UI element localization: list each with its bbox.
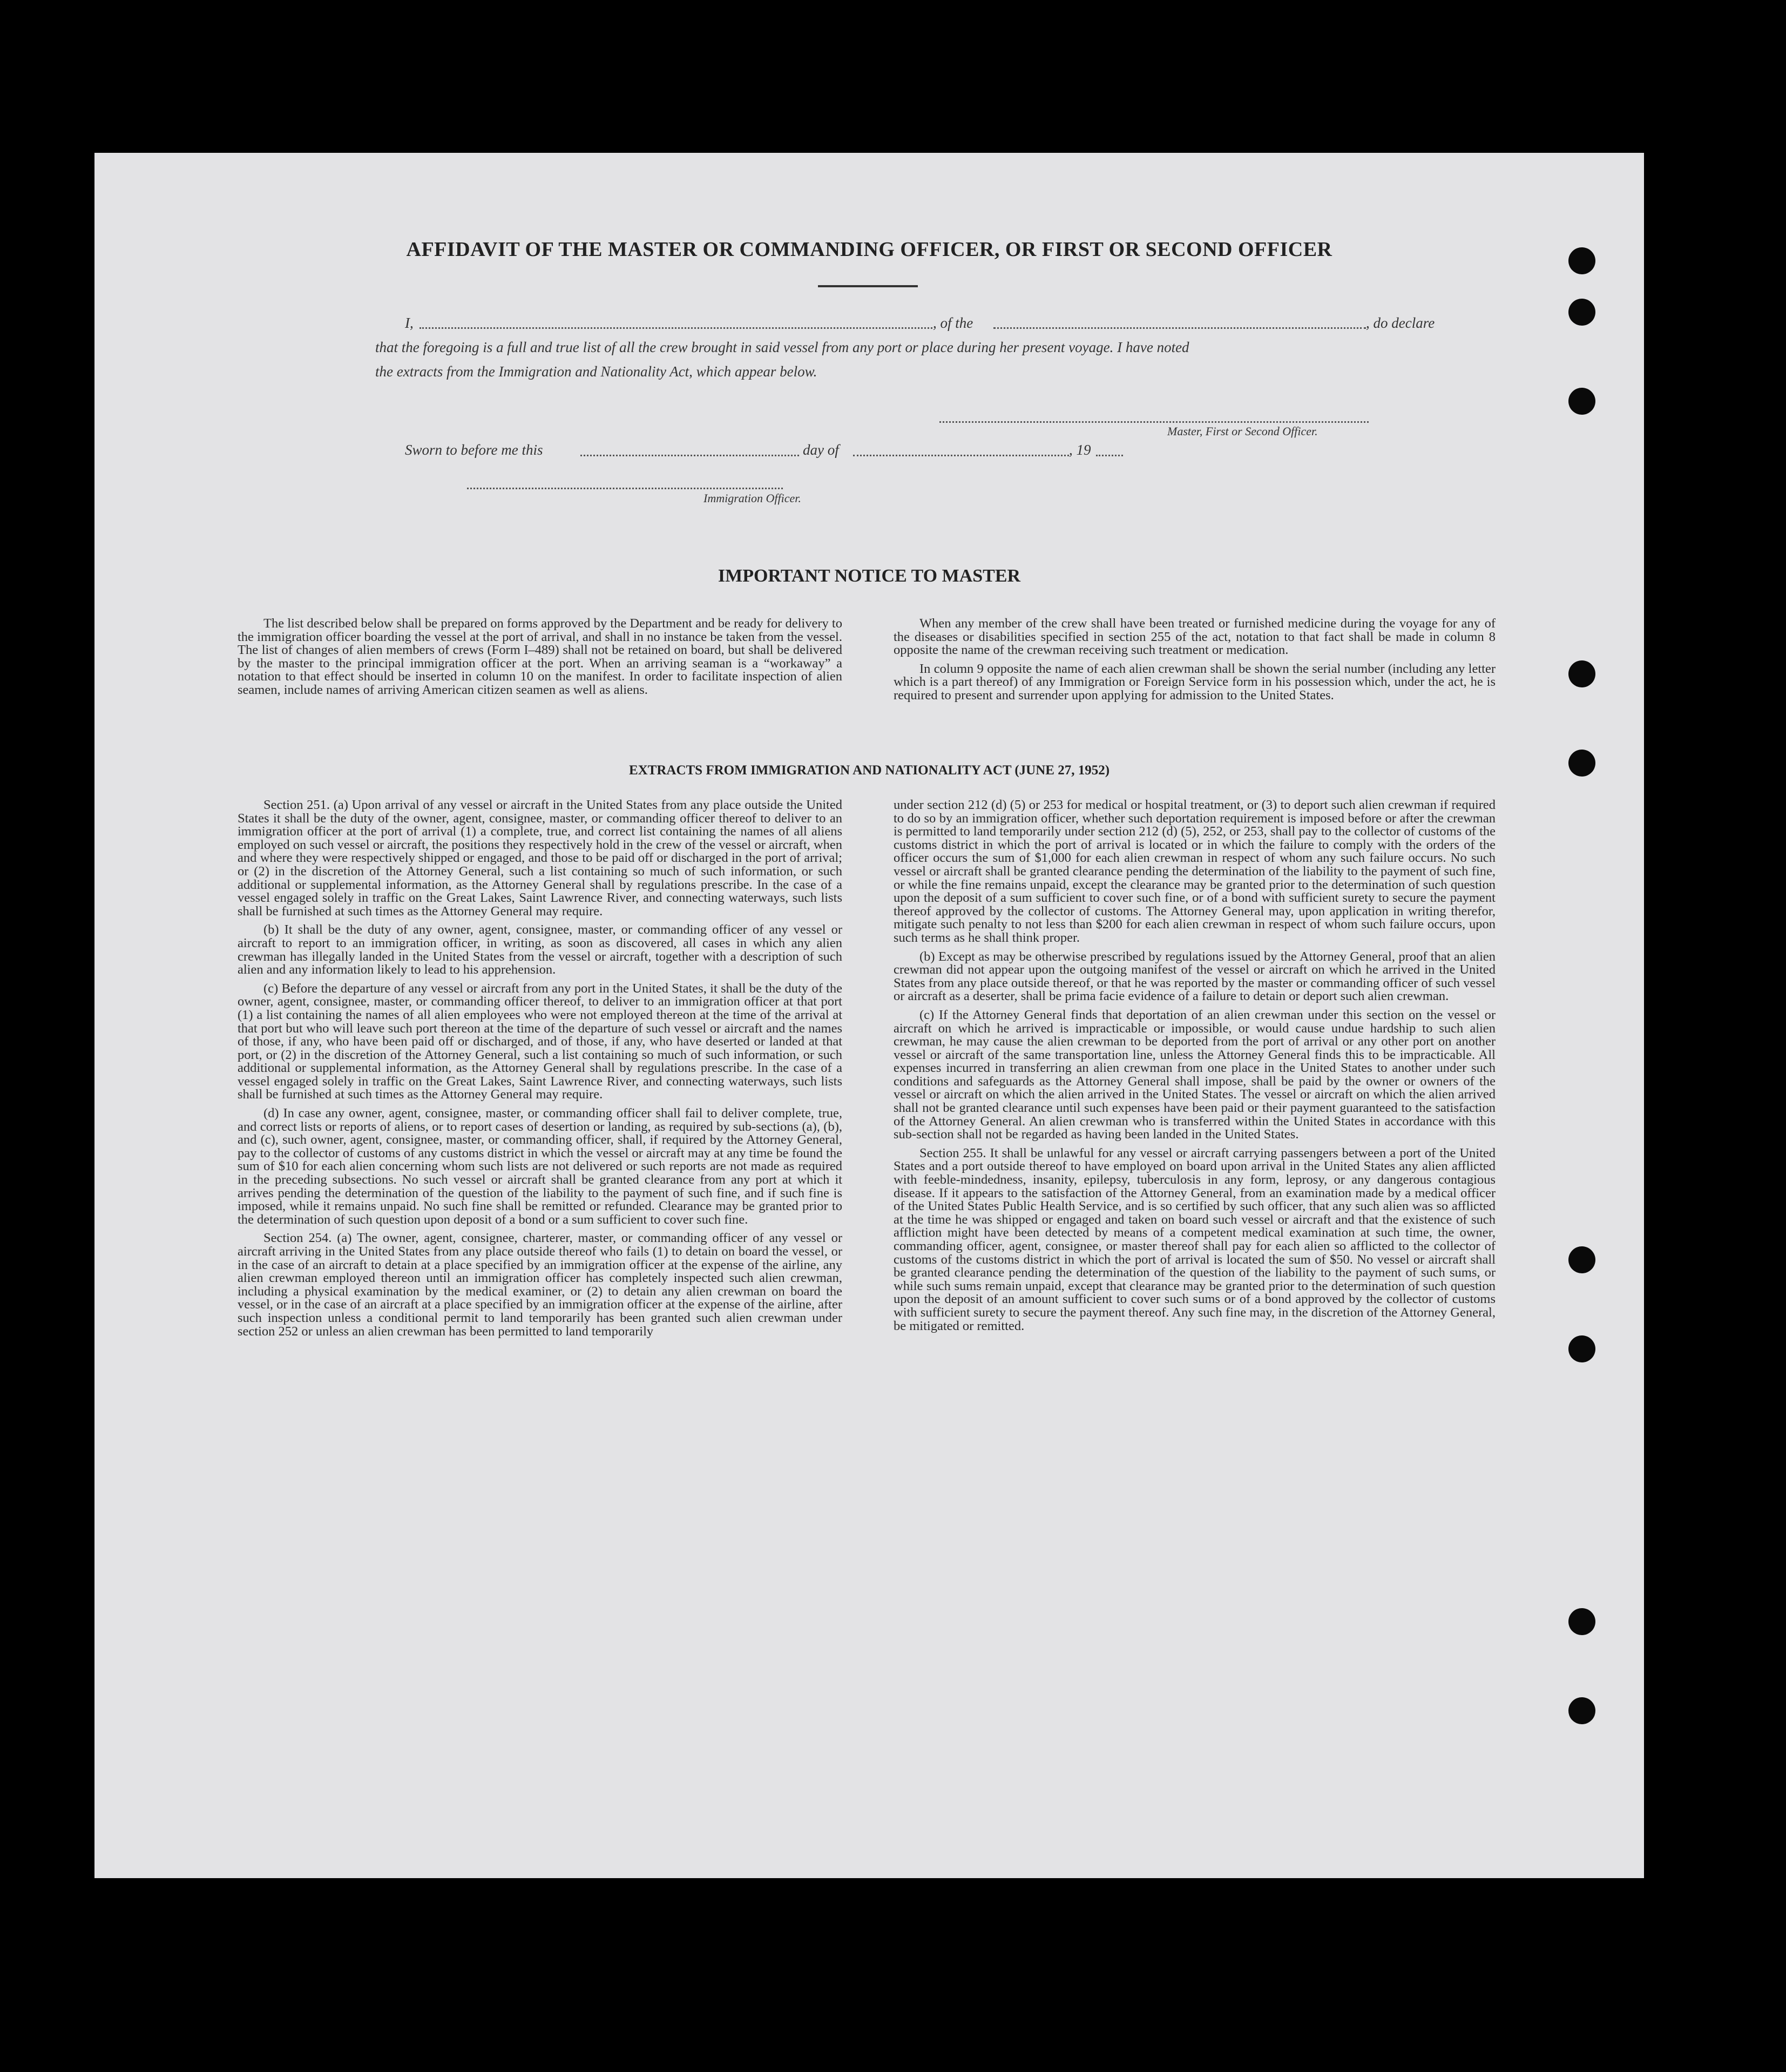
of-the-label: , of the <box>933 315 973 331</box>
officer-signature-label: Immigration Officer. <box>703 491 801 505</box>
master-signature-field[interactable] <box>939 421 1369 423</box>
notice-right-paragraph-1: When any member of the crew shall have been treated or furnished medicine during the voyage for any of the diseases or disabilities specified in section 255 of the act, notation to that fact shall be made in column 8 opposite the name of the crewman receiving such treatment or medication. <box>894 616 1496 658</box>
day-of-label: day of <box>803 442 839 458</box>
binder-hole <box>1568 1335 1595 1362</box>
title-underline <box>818 285 918 287</box>
binder-hole <box>1568 1246 1595 1273</box>
sworn-label: Sworn to before me this <box>405 442 543 458</box>
master-signature-label: Master, First or Second Officer. <box>1167 424 1318 438</box>
extract-paragraph: (d) In case any owner, agent, consignee, master, or commanding officer shall fail to deliver complete, true, and correct lists or reports of aliens, or to report cases of desertion or landing, as required by sub-sections (a), (b), and (c), such owner, agent, consignee, master, or commanding officer, shall, if required by the Attorney General, pay to the collector of customs of any customs district in which the vessel or aircraft may at any time be found the sum of $10 for each alien concerning whom such lists are not delivered or such reports are not made as required in the preceding subsections. No such vessel or aircraft shall be granted clearance from any port at which it arrives pending the determination of the question of the liability to the payment of such fine, and if such fine is imposed, while it remains unpaid. No such fine shall be remitted or refunded. Clearance may be granted prior to the determination of such question upon deposit of a bond or a sum sufficient to cover such fine. <box>238 1106 842 1227</box>
sworn-day-field[interactable] <box>580 455 799 456</box>
vessel-field[interactable] <box>993 327 1366 329</box>
extract-paragraph: Section 255. It shall be unlawful for any vessel or aircraft carrying passengers between a port of the United States and a port outside thereof to have employed on board upon arrival in the United States any alien afflicted with feeble-mindedness, insanity, epilepsy, tuberculosis in any form, leprosy, or any dangerous contagious disease. If it appears to the satisfaction of the Attorney General, from an examination made by a medical officer of the United States Public Health Service, and is so certified by such officer, that any such alien was so afflicted at the time he was shipped or engaged and taken on board such vessel or aircraft and that the existence of such affliction might have been detected by means of a competent medical examination at such time, the owner, commanding officer, agent, consignee, or master thereof shall pay for each alien so afflicted to the collector of customs of the customs district in which the port of arrival is located the sum of $50. No vessel or aircraft shall be granted clearance pending the determination of the question of the liability to the payment of such sums, or while such sums remain unpaid, except that clearance may be granted prior to the determination of such question upon the deposit of an amount sufficient to cover such sums or of a bond approved by the collector of customs with sufficient surety to secure the payment thereof. Any such fine may, in the discretion of the Attorney General, be mitigated or remitted. <box>894 1145 1496 1333</box>
binder-hole <box>1568 1697 1595 1724</box>
binder-hole <box>1568 388 1595 415</box>
notice-left-paragraph: The list described below shall be prepared on forms approved by the Department and be ready for delivery to the immigration officer boarding the vessel at the port of arrival, and shall in no instance be taken from the vessel. The list of changes of alien members of crews (Form I–489) shall not be retained on board, but shall be delivered by the master to the principal immigration officer at the port. When an arriving seaman is a “workaway” a notation to that effect should be inserted in column 10 on the manifest. In order to facilitate inspection of alien seamen, include names of arriving American citizen seamen as well as aliens. <box>238 616 842 697</box>
declaration-line-2: the extracts from the Immigration and Nationality Act, which appear below. <box>375 363 817 380</box>
notice-title: IMPORTANT NOTICE TO MASTER <box>718 566 1021 586</box>
extract-paragraph: (c) Before the departure of any vessel or aircraft from any port in the United States, it shall be the duty of the owner, agent, consignee, master, or commanding officer thereof, to deliver to an immigration officer at that port (1) a list containing the names of all alien employees who were not employed thereon at the time of the arrival at that port but who will leave such port thereon at the time of the departure of such vessel or aircraft and the names of those, if any, who have been paid off or discharged, and of those, if any, who have deserted or landed at that port, or (2) in the discretion of the Attorney General, such a list containing so much of such information, or such additional or supplemental information, as the Attorney General shall by regulations prescribe. In the case of a vessel engaged solely in traffic on the Great Lakes, Saint Lawrence River, and connecting waterways, such lists shall be furnished at such times as the Attorney General may require. <box>238 981 842 1102</box>
affidavit-title: AFFIDAVIT OF THE MASTER OR COMMANDING OFFICER, OR FIRST OR SECOND OFFICER <box>406 238 1332 261</box>
extract-paragraph: Section 251. (a) Upon arrival of any vessel or aircraft in the United States from any place outside the United States it shall be the duty of the owner, agent, consignee, master, or commanding officer thereof to deliver to an immigration officer at the port of arrival (1) a complete, true, and correct list containing the names of all aliens employed on such vessel or aircraft, the positions they respectively hold in the crew of the vessel or aircraft, when and where they were respectively shipped or engaged, and those to be paid off or discharged in the port of arrival; or (2) in the discretion of the Attorney General, such a list containing so much of such information, or such additional or supplemental information, as the Attorney General shall by regulations prescribe. In the case of a vessel engaged solely in traffic on the Great Lakes, Saint Lawrence River, and connecting waterways, such lists shall be furnished at such times as the Attorney General may require. <box>238 798 842 919</box>
extract-paragraph: under section 212 (d) (5) or 253 for medical or hospital treatment, or (3) to deport such alien crewman if required to do so by an immigration officer, whether such deportation requirement is imposed before or after the crewman is permitted to land temporarily under section 212 (d) (5), 252, or 253, shall pay to the collector of customs of the customs district in which the port of arrival is located or in which the failure to comply with the orders of the officer occurs the sum of $1,000 for each alien crewman in respect of whom any such failure occurs. No such vessel or aircraft shall be granted clearance pending the determination of the liability to the payment of such fine, or while the fine remains unpaid, except the clearance may be granted prior to the determination of such question upon the deposit of a sum sufficient to cover such fine, or of a bond with sufficient surety to secure the payment thereof approved by the collector of customs. The Attorney General may, upon application in writing therefor, mitigate such penalty to not less than $200 for each alien crewman in respect of whom such failure occurs, upon such terms as he shall think proper. <box>894 798 1496 945</box>
extract-paragraph: (b) It shall be the duty of any owner, agent, consignee, master, or commanding officer of any vessel or aircraft to report to an immigration officer, in writing, as soon as discovered, all cases in which any alien crewman has illegally landed in the United States from the vessel or aircraft, together with a description of such alien and any information likely to lead to his apprehension. <box>238 922 842 977</box>
i-label: I, <box>405 315 414 331</box>
name-field[interactable] <box>420 327 932 329</box>
extracts-title: EXTRACTS FROM IMMIGRATION AND NATIONALITY ACT (JUNE 27, 1952) <box>628 763 1110 778</box>
year-field[interactable] <box>1096 455 1123 456</box>
notice-right-column <box>894 617 1496 708</box>
binder-hole <box>1568 660 1595 687</box>
declaration-line-1: that the foregoing is a full and true list of all the crew brought in said vessel from any port or place during her present voyage. I have noted <box>375 339 1189 355</box>
notice-right-paragraph-2: In column 9 opposite the name of each alien crewman shall be shown the serial number (including any letter which is a part thereof) of any Immigration or Foreign Service form in his possession which, under the act, he is required to present and surrender upon applying for admission to the United States. <box>894 661 1496 703</box>
extract-paragraph: (c) If the Attorney General finds that deportation of an alien crewman under this section on the vessel or aircraft on which he arrived is impracticable or impossible, or would cause undue hardship to such alien crewman, he may cause the alien crewman to be deported from the port of arrival or any other port on another vessel or aircraft of the same transportation line, unless the Attorney General finds this to be impracticable. All expenses incurred in transferring an alien crewman from one place in the United States to another under such conditions and safeguards as the Attorney General shall impose, shall be paid by the owner or owners of the vessel or aircraft on which the alien arrived in the United States. The vessel or aircraft on which the alien arrived shall not be granted clearance until such expenses have been paid or their payment guaranteed to the satisfaction of the Attorney General. An alien crewman who is transferred within the United States in accordance with this sub-section shall not be regarded as having been landed in the United States. <box>894 1007 1496 1142</box>
binder-hole <box>1568 1608 1595 1635</box>
year-label: , 19 <box>1069 442 1091 458</box>
extracts-right-column <box>894 799 1496 1338</box>
binder-hole <box>1568 750 1595 777</box>
officer-signature-field[interactable] <box>467 488 783 489</box>
do-declare-label: , do declare <box>1366 315 1435 331</box>
sworn-month-field[interactable] <box>853 455 1069 456</box>
extracts-left-column <box>238 799 842 1344</box>
extract-paragraph: (b) Except as may be otherwise prescribed by regulations issued by the Attorney General, proof that an alien crewman did not appear upon the outgoing manifest of the vessel or aircraft on which he arrived in the United States from any place outside thereof, or that he was reported by the master or commanding officer of such vessel or aircraft as a deserter, shall be prima facie evidence of a failure to detain or deport such alien crewman. <box>894 949 1496 1004</box>
binder-hole <box>1568 247 1595 274</box>
binder-hole <box>1568 299 1595 326</box>
notice-left-column <box>238 617 842 703</box>
form-page <box>94 153 1644 1878</box>
extract-paragraph: Section 254. (a) The owner, agent, consignee, charterer, master, or commanding officer of any vessel or aircraft arriving in the United States from any place outside thereof who fails (1) to detain on board the vessel, or in the case of an aircraft to detain at a place specified by an immigration officer at the expense of the airline, any alien crewman employed thereon until an immigration officer has completely inspected such alien crewman, including a physical examination by the medical examiner, or (2) to detain any alien crewman on board the vessel, or in the case of an aircraft at a place specified by an immigration officer at the expense of the airline, after such inspection unless a conditional permit to land temporarily has been granted such alien crewman under section 252 or unless an alien crewman has been permitted to land temporarily <box>238 1231 842 1339</box>
